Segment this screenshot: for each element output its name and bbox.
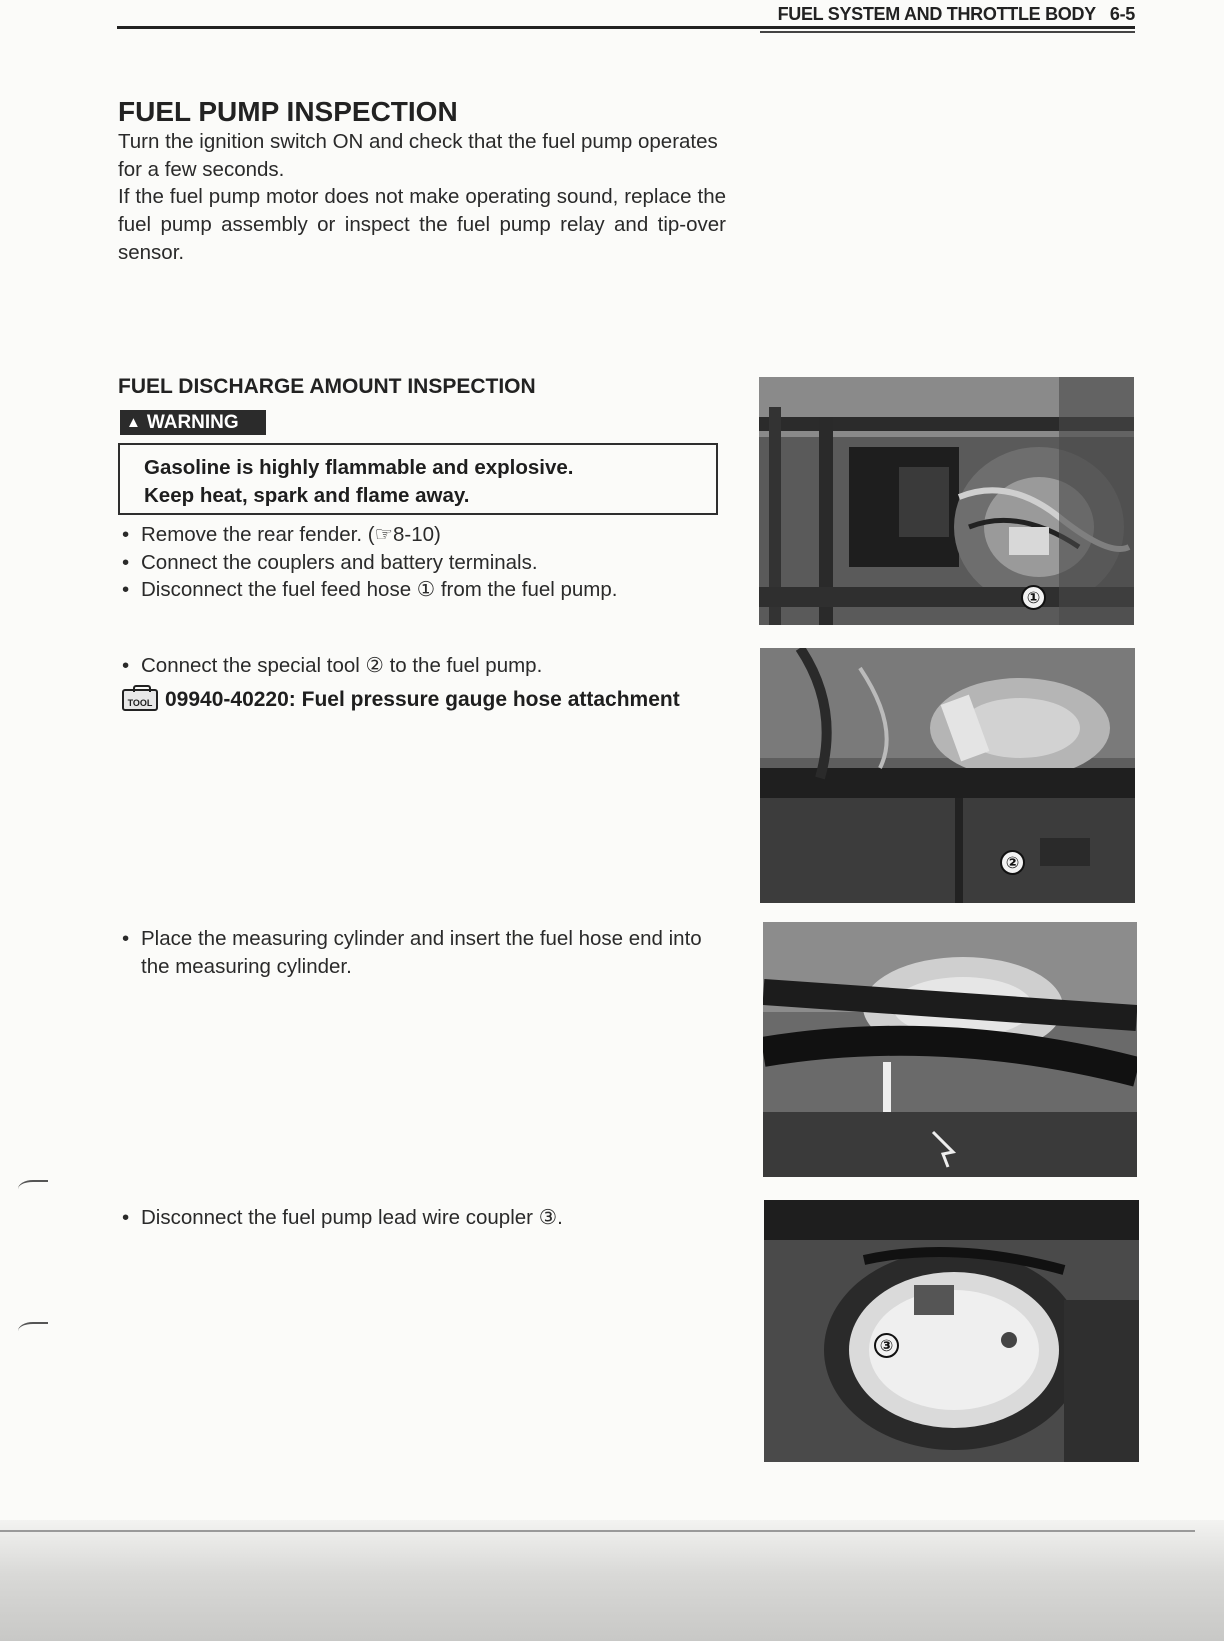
step-disconnect-hose: • Disconnect the fuel feed hose ① from the fuel pump. [122,576,617,604]
photo-fuel-feed-hose [759,377,1134,625]
callout-2: ② [1000,850,1025,875]
warning-label: WARNING [146,411,239,433]
header-rule-accent [760,31,1135,33]
special-tool-line [122,688,680,712]
running-header [760,4,1135,25]
step-connect-tool: • Connect the special tool ② to the fuel pump. [122,652,542,680]
step-remove-fender: • Remove the rear fender. (☞8-10) [122,521,441,549]
step-measuring-cylinder: • Place the measuring cylinder and insert the fuel hose end into the measuring cylinder. [122,927,702,978]
photo-special-tool [760,648,1135,903]
callout-1: ① [1021,585,1046,610]
margin-binding-mark [18,1180,48,1198]
photo-measuring-cylinder [763,922,1137,1177]
bullet-icon: • [122,654,130,677]
intro-paragraph: Turn the ignition switch ON and check that the fuel pump operates for a few seconds. [118,130,718,181]
callout-3: ③ [874,1333,899,1358]
page-edge-rule [0,1530,1195,1532]
header-page-number: 6-5 [1109,4,1135,24]
special-tool-text: 09940-40220: Fuel pressure gauge hose attachment [165,688,680,711]
subsection-title: FUEL DISCHARGE AMOUNT INSPECTION [118,375,536,398]
replace-paragraph: If the fuel pump motor does not make operating sound, replace the fuel pump assembly or inspect the fuel pump relay and tip-over sensor. [118,185,726,264]
bullet-icon: • [122,1206,130,1229]
bullet-icon: • [122,927,130,950]
warning-line: Gasoline is highly flammable and explosive. [144,456,574,479]
section-title: FUEL PUMP INSPECTION [118,96,458,127]
bullet-icon: • [122,578,130,601]
bullet-icon: • [122,523,130,546]
header-rule [117,26,1135,29]
warning-badge [120,410,266,435]
warning-box [118,443,718,515]
header-section: FUEL SYSTEM AND THROTTLE BODY [777,4,1096,24]
warning-line: Keep heat, spark and flame away. [144,484,470,507]
bullet-icon: • [122,551,130,574]
margin-binding-mark [18,1322,48,1340]
page-bottom-shadow [0,1520,1224,1641]
tool-box-icon: TOOL [122,689,158,711]
step-connect-couplers: • Connect the couplers and battery terminals. [122,549,538,577]
warning-triangle-icon: ▲ [126,414,141,431]
photo-lead-wire-coupler [764,1200,1139,1462]
step-disconnect-coupler: • Disconnect the fuel pump lead wire coupler ③. [122,1204,563,1232]
